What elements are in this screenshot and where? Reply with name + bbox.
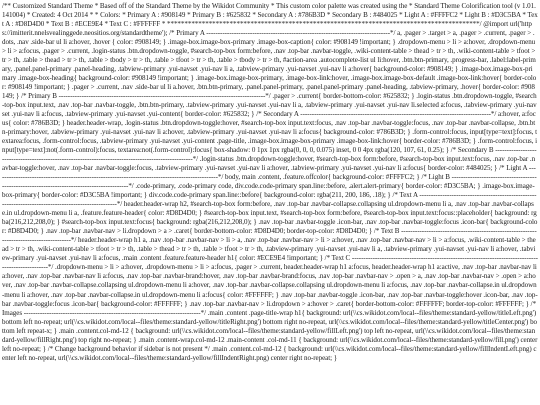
css-source-text: /** Customized Standard Theme * Based off of the Standard Theme by the Wikidot Community * This custom color palette was created using the * Standard Theme Colorification tool (v 1.01.141004) * Created: 4 Oct 2014 * * Colors: * Primary A : #908149 * Primary B : #625832 * Secondary A : #786B3D * Secondary B : #484025 * Light A : #FFFFC2 * Light B : #D3C5BA * Text A : #D8D4D0 * Text B : #ECE9E4 * Text C : #FFFFFF * ******************************************************************************************/ @import url('https://imitterit.nnelsvealinggede.neositios.org/standardtheme'); /* Primary A --------------------------------------------------------------------------------*/ a, .pager > .target > a, .pager > .current, .pager > .dots, .nav .side-bar ul li a:hover, .hover { color: #908149; } .image-box.image-box-primary .image-box-caption{ color: #908149 !important; } .dropdown-menu > li > a:hover, .dropdown-menu > li > a:focus, .pager > .current, .login-status .btn.dropdown-toggle, #search-top-box form:before, .nav .top-bar .navbar-toggle, .wiki-content-table > thead > tr > th, .wiki-content-table > tfoot > tr > th, .table > thead > tr > th, .table > tbody > tr > th, .table > tfoot > tr > th, .table > tbody > tr > th, #action-area .autocomplete-list ul li:hover, .btn.btn-primary, .progress-bar, .label:label-primary, .panel.panel-primary .panel-heading, .tabview-primary .yui-navset .yui-nav li a, .tabview-primary .yui-navset .yui-nav li a:hover{ background-color: #908149; } .image-box.image-box-primary .image-box-heading{ background-color: #908149 !important; } .image-box.image-box-primary, .image-box-link:hover, .image-box.image-box-default .image-box-link:hover{ border-color: #908149 !important; } .pager > .current, .nav .side-bar ul li a.hover, .btn.btn-primary, .panel.panel-primary, .panel.panel-primary .panel-heading, .tabview-primary, .hover{ border-color: #908149; } /* Primary B ------------------------------------------------------------------------------------------*/ .pager > .current{ border-bottom-color: #625832; } .login-status .btn.dropdown-toggle, #search-top-box input.text, .nav .top-bar .navbar-toggle, .btn.btn-primary, .tabview-primary .yui-navset .yui-nav li a, .tabview-primary .yui-navset .yui-nav li.selected a:focus, .tabview-primary .yui-navset .yui-nav li a:focus, .tabview-primary .yui-navset .yui-content{ border-color: #625832; } /* Secondary A -----------------------------------------------------------------------------------*/ a:hover, a:focus{ color: #786B3D; } header.header-wrap, .login-status .btn.dropdown-toggle:hover, #search-top-box input.text:focus, .nav .top-bar .navbar-toggle:focus, .nav .top-bar .navbar-collapse, .btn.btn-primary:hover, .tabview-primary .yui-navset .yui-nav li a:hover, .tabview-primary .yui-navset .yui-nav li a:focus{ background-color: #786B3D; } .form-control:focus, input[type=text]:focus, textarea:focus, .form-control:focus, .tabview-primary .yui-navset .yui-content .page-title, .image-box.image-box-primary .image-box-link:hover{ border-color: #786B3D; } .form-control:focus, input[type=text]:not(.form-control):focus, textarea:not(.form-control):focus{ box-shadow: 0 1px 1px rgba(0, 0, 0, 0.075) inset, 0 0 4px rgba(120, 107, 61, 0.25); } /* Secondary B -----------------------------------------------------------------------------------------------------*/ .login-status .btn.dropdown-toggle:hover, #search-top-box form:before, #search-top-box input.text:focus, .nav .top-bar .navbar-toggle:hover, .nav .top-bar .navbar-toggle:focus, .tabview-primary .yui-navset .yui-nav li a:hover, .tabview-primary .yui-navset .yui-nav li a:focus{ border-color: #484025; } /* Light A -------------------------------------------------------------------------------------------------*/ body, main .content, .feature.offcolor{ background-color: #FFFFC2; } /* Light B --------------------------------------------------------------------------------------------*/ .code-primary, .code-primary code, div.code.code-primary span.line::before, .alert.alert-primary{ border-color: #D3C5BA; } .image-box.image-box-primary{ border-color: #D3C5BA !important; } div.code.code-primary span.line::before{ background-color: rgba(211, 200, 186, .18); } /* Text A -----------------------------------------------------------------------------------------------------*/ header.header-wrap h2, #search-top-box form:before, .nav .top-bar .navbar-collapse.collapsing ul.dropdown-menu li a, .nav .top-bar .navbar-collapse.in ul.dropdown-menu li a, .feature.feature-header{ color: #D8D4D0; } #search-top-box input.text, #search-top-box form:before, #search-top-box input.text:focus::placeholder{ background: rgba(216,212,208,0); } #search-top-box input.text:focus{ background: rgba(216,212,208,0); } .nav .top-bar .navbar-toggle .icon-bar, .nav .top-bar .navbar-toggle:focus .icon-bar{ background-color: #D8D4D0; } .nav .top-bar .navbar-nav > li.dropdown > a > .caret{ border-bottom-color: #D8D4D0; border-top-color: #D8D4D0; } /* Text B -----------------------------------------------------------------------------------------*/ header.header-wrap h1 a, .nav .top-bar .navbar-nav > li > a, .nav .top-bar .navbar-nav > li > a:hover, .nav .top-bar .navbar-nav > li > a:focus, .wiki-content-table > thead > tr > th, .wiki-content-table > tfoot > tr > th, .table > thead > tr > th, .table > tfoot > tr > th, .tabview-primary .yui-navset .yui-nav li a, .tabview-primary .yui-navset .yui-nav li a:hover, .tabview-primary .yui-navset .yui-nav li a:focus, .main .content .feature.feature-header h1{ color: #ECE9E4 !important; } /* Text C -----------------------------------------------------------------------------------------------------*/ .dropdown-menu > li > a:hover, .dropdown-menu > li > a:focus, .pager > .current, header.header-wrap h1 a:focus, header.header-wrap h1 a:active, .nav .top-bar .navbar-nav li a:hover, .nav .top-bar .navbar-nav li a:focus, .nav .top-bar .navbar-brand:hover, .nav .top-bar .navbar-brand:focus, .nav .top-bar .navbar-nav > .open > a, .nav .top-bar .navbar-nav > .open > a:hover, .nav .top-bar .navbar-collapse.collapsing ul.dropdown-menu li a:hover, .nav .top-bar .navbar-collapse.collapsing ul.dropdown-menu li a:focus, .nav .top-bar .navbar-collapse.in ul.dropdown-menu li a:hover, .nav .top-bar .navbar-collapse.in ul.dropdown-menu li a:focus{ color: #FFFFFF; } .nav .top-bar .navbar-toggle .icon-bar, .nav .top-bar .navbar-toggle:hover .icon-bar, .nav .top-bar .navbar-toggle:focus .icon-bar{ background-color: #FFFFFF; } .nav .top-bar .navbar-nav > li.dropdown > a:hover > .caret{ border-bottom-color: #FFFFFF; border-top-color: #FFFFFF; } /* Images -----------------------------------------------------------------------------*/ .main .content .page-title-wrap h1{ background: url(\\cs.wikidot.com/local--files/theme:standard-yellow/titleLeft.png') bottom left no-repeat; url(\\cs.wikidot.com/local--files/theme:standard-yellow/titleRight.png') bottom right no-repeat, url(\\cs.wikidot.com/local--files/theme:standard-yellow/titleCenter.png') bottom left repeat-x; } .main .content.col-md-12 { background: url(\\cs.wikidot.com/local--files/theme:standard-yellow/fillLeft.png') top left no-repeat, url(\\cs.wikidot.com/local--files/theme:standard-yellow/fillRight.png') top right no-repeat; } .main .content-wrap.col-md-12 .main-content .col-md-11 { background: url(\\cs.wikidot.com/local--files/theme:standard-yellow/fill.png') center left no-repeat; } /* Change background behavior if sidebar is not present */ .main .content.col-md-12 { background: url(\\cs.wikidot.com/local--files/theme:standard-yellow/fillIndentLeft.png) center left no-repeat, url(\\cs.wikidot.com/local--files/theme:standard-yellow/fillIndentRight.png) center right no-repeat; } — [2, 2, 540, 362]
